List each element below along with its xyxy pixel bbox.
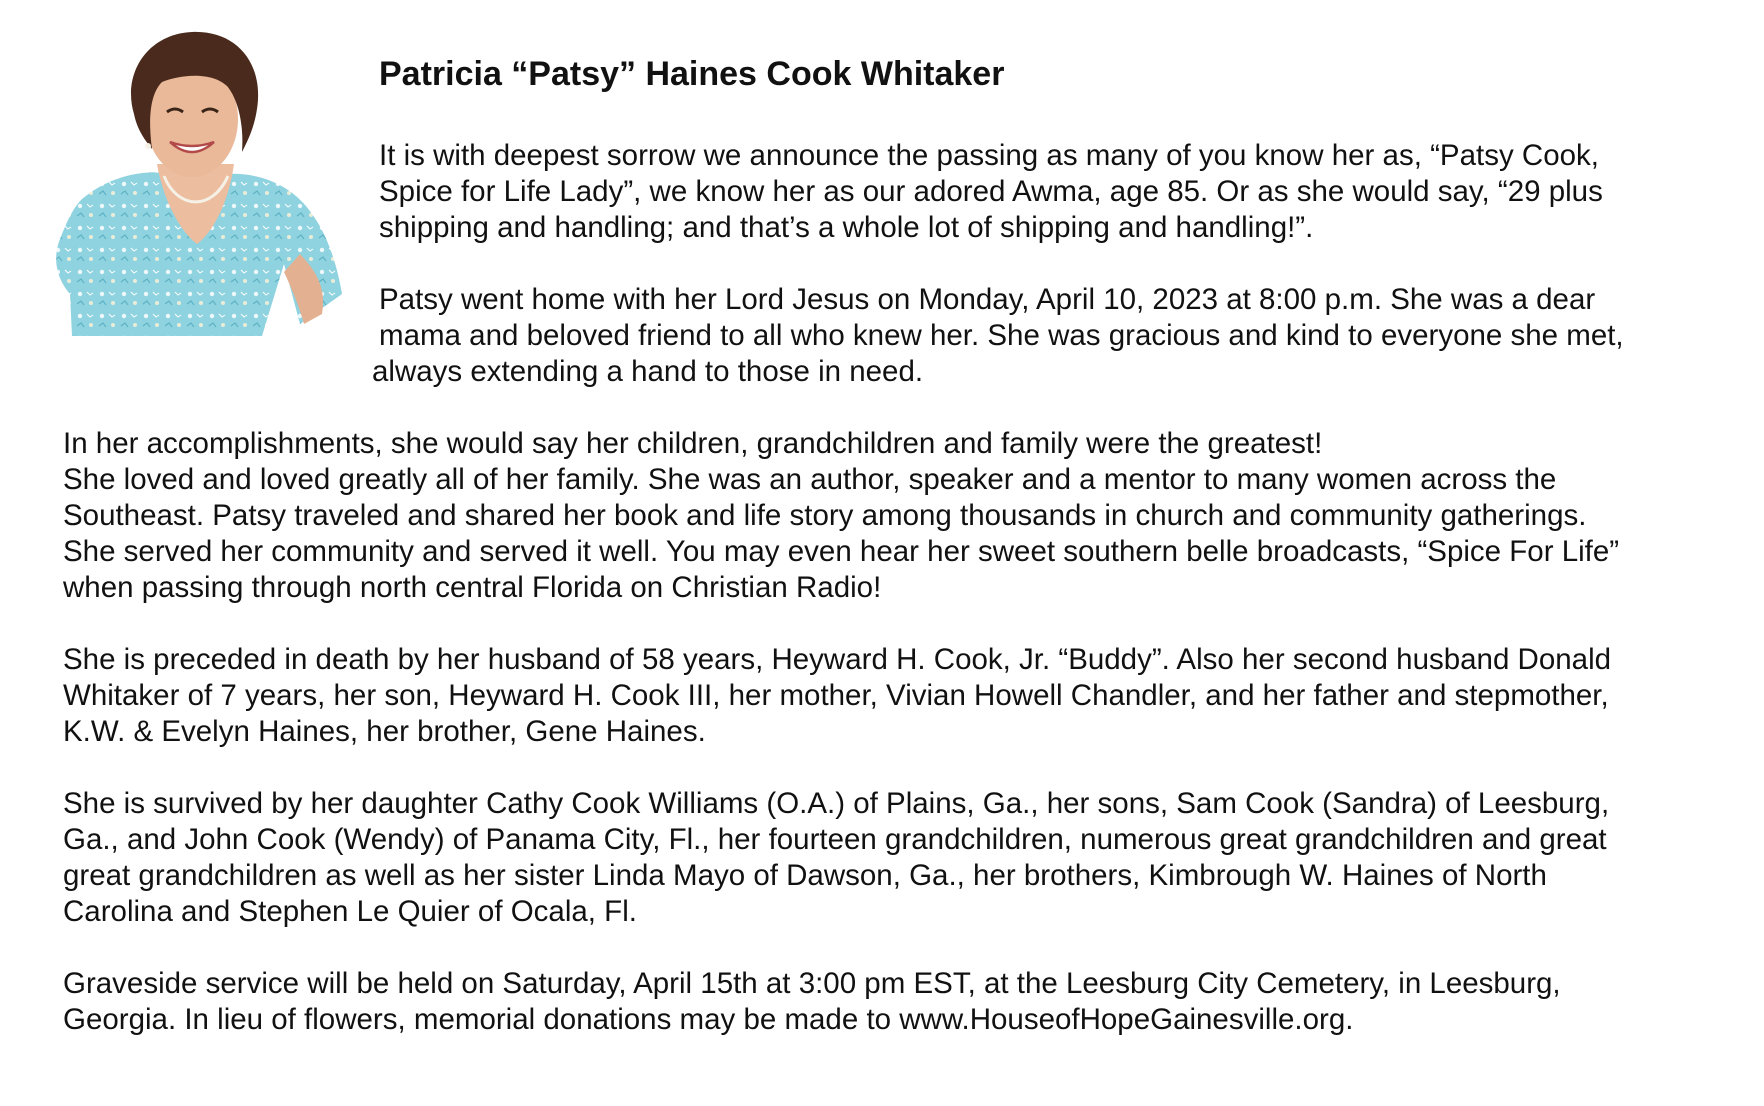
text-line: She served her community and served it well. You may even hear her sweet southern belle broadcasts, “Spice For Life” [63,535,1620,568]
text-line: Graveside service will be held on Saturday, April 15th at 3:00 pm EST, at the Leesburg City Cemetery, in Leesburg, [63,967,1561,1000]
text-line: She is survived by her daughter Cathy Cook Williams (O.A.) of Plains, Ga., her sons, Sam Cook (Sandra) of Leesburg, [63,787,1610,820]
text-line: Southeast. Patsy traveled and shared her book and life story among thousands in church and community gatherings. [63,499,1587,532]
survived-paragraph [63,786,1609,930]
text-line: K.W. & Evelyn Haines, her brother, Gene Haines. [63,715,706,748]
text-line: Whitaker of 7 years, her son, Heyward H. Cook III, her mother, Vivian Howell Chandler, and her father and stepmother, [63,679,1609,712]
text-line: Carolina and Stephen Le Quier of Ocala, Fl. [63,895,637,928]
text-line: In her accomplishments, she would say her children, grandchildren and family were the greatest! [63,427,1323,460]
passing-paragraph [372,282,1624,390]
service-paragraph [63,966,1561,1038]
text-line: Georgia. In lieu of flowers, memorial donations may be made to www.HouseofHopeGainesville.org. [63,1003,1354,1036]
portrait-photo [52,24,352,336]
intro-paragraph [379,138,1603,246]
text-line: Ga., and John Cook (Wendy) of Panama City, Fl., her fourteen grandchildren, numerous great grandchildren and great [63,823,1607,856]
accomplishments-paragraph [63,426,1619,606]
preceded-paragraph [63,642,1611,750]
text-line: when passing through north central Florida on Christian Radio! [63,571,882,604]
text-line: Spice for Life Lady”, we know her as our adored Awma, age 85. Or as she would say, “29 plus [379,175,1603,208]
text-line: mama and beloved friend to all who knew her. She was gracious and kind to everyone she met, [379,319,1624,352]
text-line: Patsy went home with her Lord Jesus on Monday, April 10, 2023 at 8:00 p.m. She was a dear [379,283,1596,316]
text-line: always extending a hand to those in need. [372,355,924,388]
text-line: shipping and handling; and that’s a whole lot of shipping and handling!”. [379,211,1314,244]
deceased-name-heading: Patricia “Patsy” Haines Cook Whitaker [379,55,1005,93]
text-line: She loved and loved greatly all of her family. She was an author, speaker and a mentor to many women across the [63,463,1557,496]
text-line: great grandchildren as well as her sister Linda Mayo of Dawson, Ga., her brothers, Kimbrough W. Haines of North [63,859,1547,892]
text-line: It is with deepest sorrow we announce the passing as many of you know her as, “Patsy Cook, [379,139,1599,172]
text-line: She is preceded in death by her husband of 58 years, Heyward H. Cook, Jr. “Buddy”. Also her second husband Donald [63,643,1612,676]
